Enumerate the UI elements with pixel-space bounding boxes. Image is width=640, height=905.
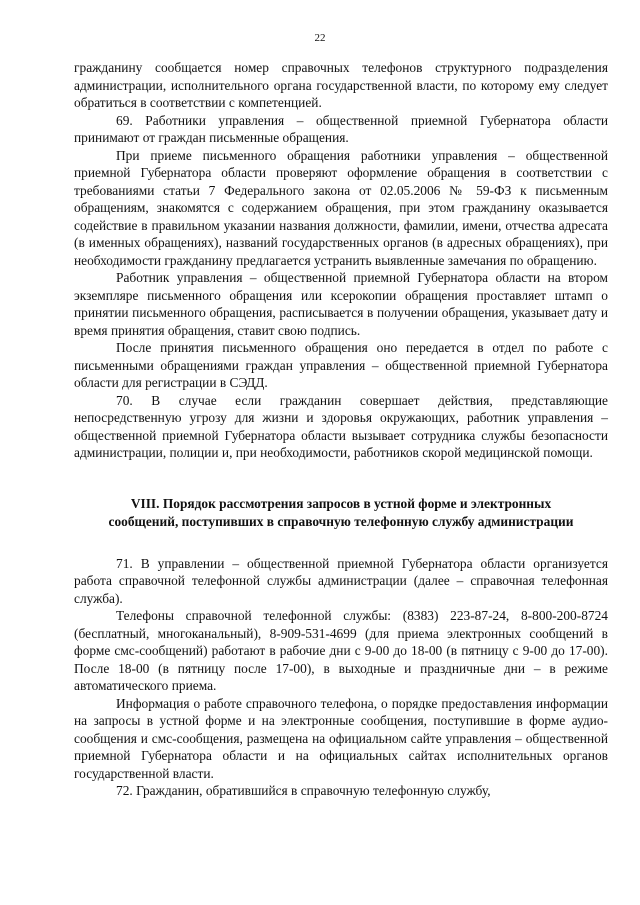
document-body bbox=[74, 59, 608, 800]
paragraph-continuation: гражданину сообщается номер справочных телефонов структурного подразделения администрации, исполнительного органа государственной власти, по которому ему следует обратиться в соответствии с компетенцией. bbox=[74, 60, 608, 110]
page-number: 22 bbox=[314, 32, 326, 44]
paragraph-69-transfer: После принятия письменного обращения оно передается в отдел по работе с письменными обращениями граждан управления – общественной приемной Губернатора области для регистрации в СЭДД. bbox=[74, 340, 608, 390]
section-heading bbox=[74, 495, 608, 531]
section-heading-line1: VIII. Порядок рассмотрения запросов в устной форме и электронных bbox=[130, 495, 552, 511]
paragraph-71-phones: Телефоны справочной телефонной службы: (8383) 223-87-24, 8-800-200-8724 (бесплатный, многоканальный), 8-909-531-4699 (для приема электронных сообщений в форме смс-сообщений) работают в рабочие дни с 9-00 до 18-00 (в пятницу с 9-00 до 17-00). После 18-00 (в пятницу после 17-00), в выходные и праздничные дни – в режиме автоматического приема. bbox=[74, 608, 608, 693]
paragraph-72: 72. Гражданин, обратившийся в справочную телефонную службу, bbox=[116, 783, 491, 798]
paragraph-71: 71. В управлении – общественной приемной Губернатора области организуется работа справочной телефонной службы администрации (далее – справочная телефонная служба). bbox=[74, 555, 608, 606]
paragraph-70: 70. В случае если гражданин совершает действия, представляющие непосредственную угрозу для жизни и здоровья окружающих, работник управления – общественной приемной Губернатора области вызывает сотрудника службы безопасности администрации, полиции и, при необходимости, работников скорой медицинской помощи. bbox=[74, 392, 608, 460]
paragraph-69: 69. Работники управления – общественной приемной Губернатора области принимают от граждан письменные обращения. bbox=[74, 112, 608, 145]
section-heading-line2: сообщений, поступивших в справочную телефонную службу администрации bbox=[108, 513, 574, 529]
paragraph-71-info: Информация о работе справочного телефона, о порядке предоставления информации на запросы в устной форме и на электронные сообщения, поступившие в форме аудио-сообщения и смс-сообщения, размещена на официальном сайте управления – общественной приемной Губернатора области и на официальных сайтах исполнительных органов государственной власти. bbox=[74, 695, 608, 781]
paragraph-69-stamp: Работник управления – общественной приемной Губернатора области на втором экземпляре письменного обращения или ксерокопии обращения проставляет штамп о принятии письменного обращения, расписывается в получении обращения, указывает дату и время принятия обращения, ставит свою подпись. bbox=[74, 270, 608, 338]
paragraph-69-reception: При приеме письменного обращения работники управления – общественной приемной Губернатора области проверяют оформление обращения в соответствии с требованиями статьи 7 Федерального закона от 02.05.2006 № 59-ФЗ к письменным обращениям, знакомятся с содержанием обращения, при этом гражданину оказывается содействие в правильном указании названия должности, фамилии, имени, отчества адресата (в именных обращениях), названий государственных органов (в адресных обращениях), при необходимости гражданину предлагается устранить выявленные замечания по обращению. bbox=[74, 147, 608, 268]
